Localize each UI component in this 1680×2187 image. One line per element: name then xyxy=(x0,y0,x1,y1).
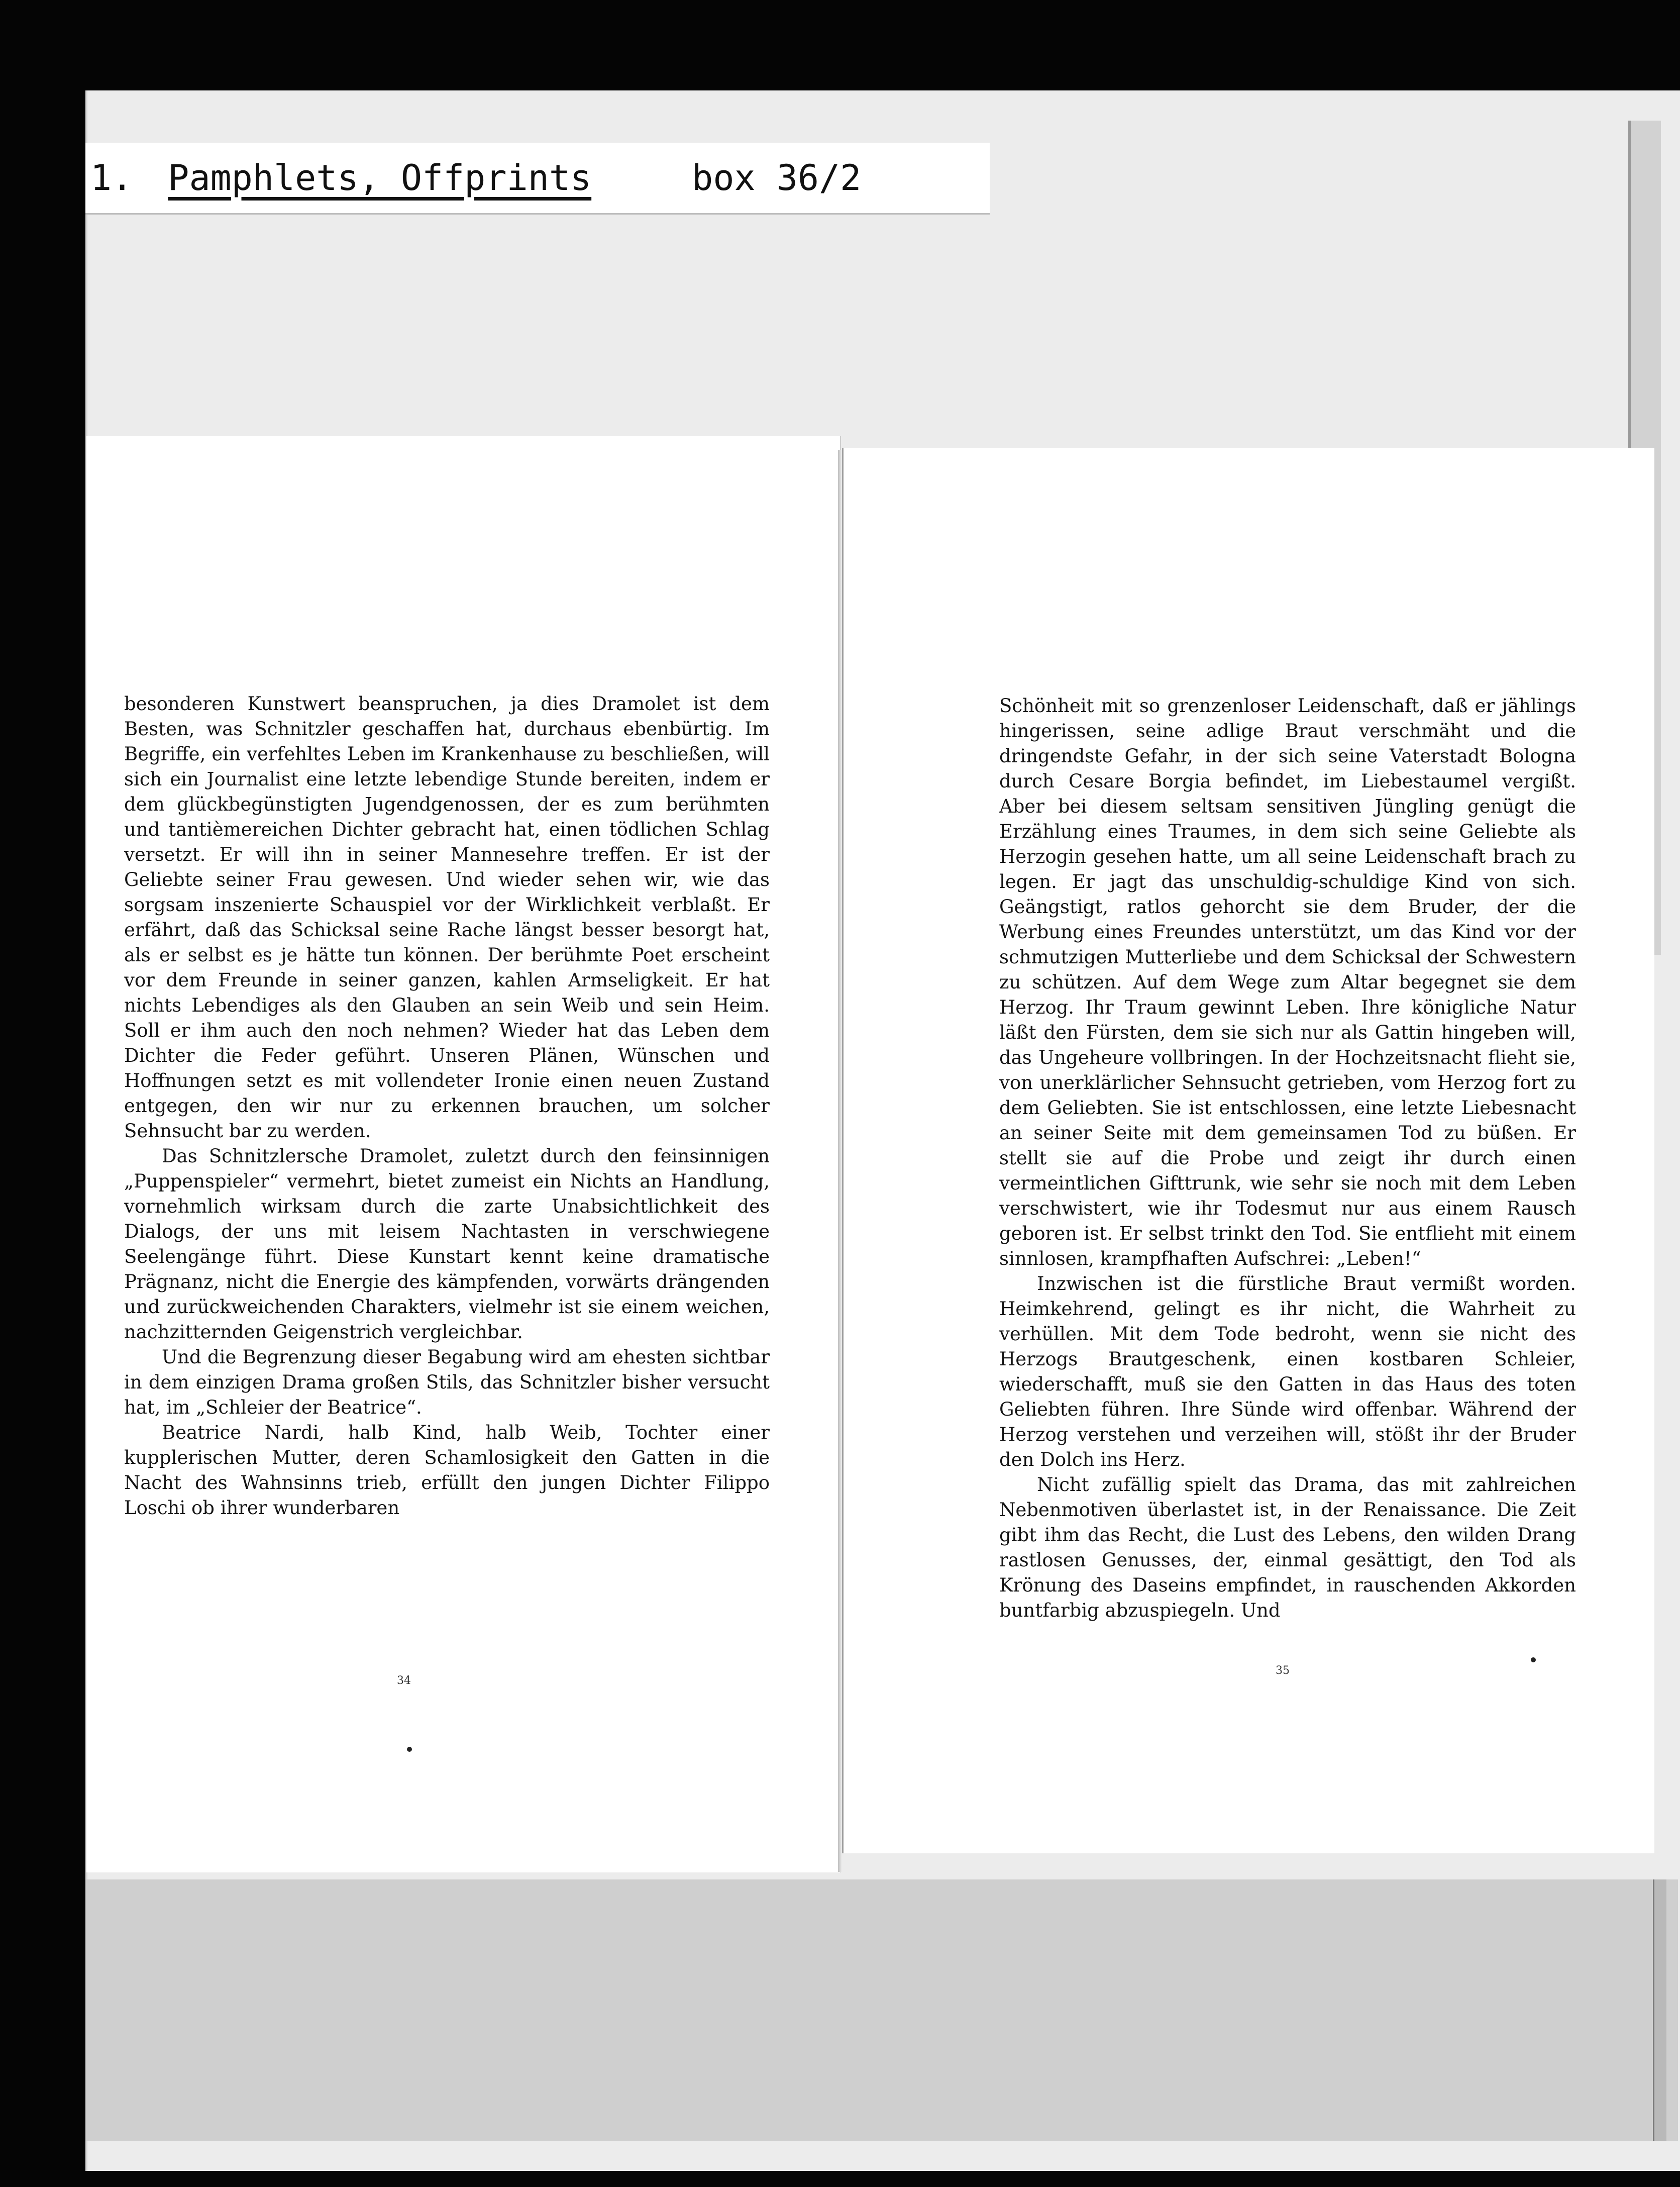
right-page xyxy=(842,448,1654,1853)
page-number: 35 xyxy=(1276,1664,1290,1677)
dust-speck xyxy=(1531,1657,1536,1662)
label-title: Pamphlets, Offprints xyxy=(168,157,592,198)
paragraph: Beatrice Nardi, halb Kind, halb Weib, Tochter einer kupplerischen Mutter, deren Schamlosigkeit den Gatten in die Nacht des Wahnsinns trieb, erfüllt den jungen Dichter Filippo Loschi ob ihrer wunderbaren xyxy=(124,1422,770,1519)
paragraph: Das Schnitzlersche Dramolet, zuletzt durch den feinsinnigen „Puppenspieler“ vermehrt, bietet zumeist ein Nichts an Handlung, vornehmlich wirksam durch die zarte Unabsichtlichkeit des Dialogs, der uns mit leisem Nachtasten in verschwiegene Seelengänge führt. Diese Kunstart kennt keine dramatische Prägnanz, nicht die Energie des kämpfenden, vorwärts drängenden und zurückweichenden Charakters, vielmehr ist sie einem weichen, nachzitternden Geigenstrich vergleichbar. xyxy=(124,1145,770,1343)
backing-sheet-bottom xyxy=(85,1879,1678,2141)
left-page-text xyxy=(124,691,770,1521)
paragraph: Und die Begrenzung dieser Begabung wird am ehesten sichtbar in dem einzigen Drama großen Stils, das Schnitzler bisher versucht hat, im „Schleier der Beatrice“. xyxy=(124,1346,770,1418)
label-number: 1. xyxy=(90,157,133,198)
paragraph: besonderen Kunstwert beanspruchen, ja dies Dramolet ist dem Besten, was Schnitzler geschaffen hat, durchaus ebenbürtig. Im Begriffe, ein verfehltes Leben im Krankenhause zu beschließen, will sich ein Journalist eine letzte lebendige Stunde bereiten, indem er dem glückbegünstigten Jugendgenossen, der es zum berühmten und tantièmereichen Dichter gebracht hat, einen tödlichen Schlag versetzt. Er will ihn in seiner Mannesehre treffen. Er ist der Geliebte seiner Frau gewesen. Und wieder sehen wir, wie das sorgsam inszenierte Schauspiel vor der Wirklichkeit verblaßt. Er erfährt, daß das Schicksal seine Rache längst besser besorgt hat, als er selbst es je hätte tun können. Der berühmte Poet erscheint vor dem Freunde in seiner ganzen, kahlen Armseligkeit. Er hat nichts Lebendiges als den Glauben an sein Weib und sein Heim. Soll er ihm auch den noch nehmen? Wieder hat das Leben dem Dichter die Feder geführt. Unseren Plänen, Wünschen und Hoffnungen setzt es mit vollendeter Ironie einen neuen Zustand entgegen, den wir nur zu erkennen brauchen, um solcher Sehnsucht bar zu werden. xyxy=(124,693,770,1142)
page-gutter xyxy=(838,450,842,1872)
dust-speck xyxy=(407,1747,412,1752)
paragraph: Nicht zufällig spielt das Drama, das mit zahlreichen Nebenmotiven überlastet ist, in der Renaissance. Die Zeit gibt ihm das Recht, die Lust des Lebens, den wilden Drang rastlosen Genusses, der, einmal gesättigt, den Tod als Krönung des Daseins empfindet, in rauschenden Akkorden buntfarbig abzuspiegeln. Und xyxy=(999,1474,1576,1621)
left-page xyxy=(86,436,840,1872)
label-box-number: box 36/2 xyxy=(692,157,862,198)
archive-label xyxy=(85,143,990,215)
right-page-text xyxy=(999,693,1576,1623)
page-number: 34 xyxy=(397,1674,411,1687)
paragraph: Schönheit mit so grenzenloser Leidenschaft, daß er jählings hingerissen, seine adlige Braut verschmäht und die dringendste Gefahr, in der sich seine Vaterstadt Bologna durch Cesare Borgia befindet, im Liebestaumel vergißt. Aber bei diesem seltsam sensitiven Jüngling genügt die Erzählung eines Traumes, in dem sich seine Geliebte als Herzogin gesehen hatte, um all seine Leidenschaft brach zu legen. Er jagt das unschuldig-schuldige Kind von sich. Geängstigt, ratlos gehorcht sie dem Bruder, der die Werbung eines Freundes unterstützt, um das Kind vor der schmutzigen Mutterliebe und dem Schicksal der Schwestern zu schützen. Auf dem Wege zum Altar begegnet sie dem Herzog. Ihr Traum gewinnt Leben. Ihre königliche Natur läßt den Fürsten, dem sie sich nur als Gattin hingeben will, das Ungeheure vollbringen. In der Hochzeitsnacht flieht sie, von unerklärlicher Sehnsucht getrieben, vom Herzog fort zu dem Geliebten. Sie ist entschlossen, eine letzte Liebesnacht an seiner Seite mit dem gemeinsamen Tod zu büßen. Er stellt sie auf die Probe und zeigt ihr durch einen vermeintlichen Gifttrunk, wie sehr sie noch mit dem Leben verschwistert, wie ihr Todesmut nur aus einem Rausch geboren ist. Er selbst trinkt den Tod. Sie entflieht mit einem sinnlosen, krampfhaften Aufschrei: „Leben!“ xyxy=(999,695,1576,1269)
backing-sheet-bottom-edge xyxy=(1653,1879,1666,2141)
paragraph: Inzwischen ist die fürstliche Braut vermißt worden. Heimkehrend, gelingt es ihr nicht, die Wahrheit zu verhüllen. Mit dem Tode bedroht, wenn sie nicht des Herzogs Brautgeschenk, einen kostbaren Schleier, wiederschafft, muß sie den Gatten in das Haus des toten Geliebten führen. Ihre Sünde wird offenbar. Während der Herzog verstehen und verzeihen will, stößt ihr der Bruder den Dolch ins Herz. xyxy=(999,1273,1576,1470)
